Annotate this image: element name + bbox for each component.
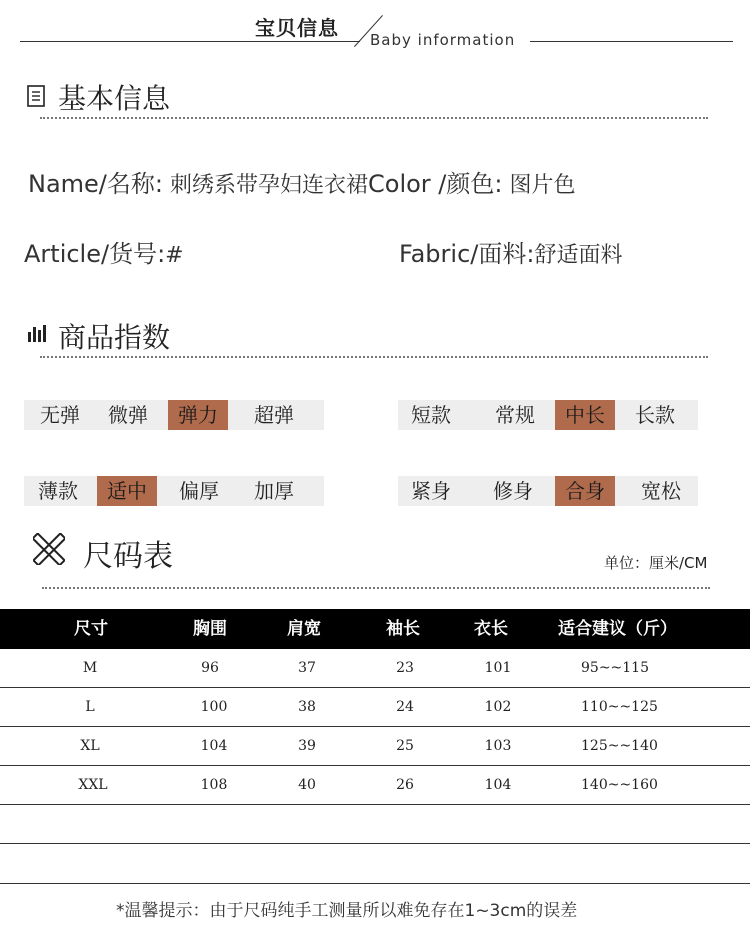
cell-size: XXL bbox=[78, 777, 108, 793]
table-row bbox=[0, 727, 750, 766]
cell-bust: 108 bbox=[200, 777, 228, 793]
product-index-title: 商品指数 bbox=[58, 321, 171, 354]
length-option: 常规 bbox=[495, 403, 535, 427]
thickness-scale bbox=[24, 476, 324, 506]
cell-shoulder: 40 bbox=[298, 777, 316, 793]
bar-chart-icon bbox=[27, 323, 47, 343]
elasticity-option-selected: 弹力 bbox=[168, 400, 228, 430]
cell-sleeve: 25 bbox=[396, 738, 414, 754]
table-row-empty bbox=[0, 845, 750, 884]
table-row-empty bbox=[0, 805, 750, 844]
cell-bust: 100 bbox=[200, 699, 228, 715]
header-weight-suggestion: 适合建议（斤） bbox=[558, 619, 677, 639]
document-icon bbox=[27, 85, 45, 107]
color-label: Color /颜色: bbox=[368, 170, 503, 198]
fit-option-selected: 合身 bbox=[555, 476, 615, 506]
header-rule-left bbox=[20, 41, 360, 42]
basic-info-divider bbox=[40, 117, 708, 119]
length-option: 短款 bbox=[411, 403, 451, 427]
cell-weight: 95~~115 bbox=[581, 660, 649, 676]
fit-option: 紧身 bbox=[411, 479, 451, 503]
ruler-pencil-icon bbox=[33, 533, 65, 565]
table-row bbox=[0, 688, 750, 727]
color-value: 图片色 bbox=[509, 173, 576, 198]
cell-length: 102 bbox=[484, 699, 512, 715]
cell-size: M bbox=[82, 660, 98, 676]
header-subtitle: Baby information bbox=[370, 31, 516, 49]
cell-bust: 104 bbox=[200, 738, 228, 754]
length-option: 长款 bbox=[635, 403, 675, 427]
table-row bbox=[0, 649, 750, 688]
name-row bbox=[28, 164, 575, 199]
cell-size: XL bbox=[80, 738, 100, 754]
article-label: Article/货号: bbox=[24, 240, 166, 268]
length-scale bbox=[398, 400, 698, 430]
article-value: # bbox=[165, 243, 184, 268]
product-index-divider bbox=[40, 356, 708, 358]
header-sleeve: 袖长 bbox=[386, 619, 420, 639]
elasticity-option: 无弹 bbox=[40, 403, 80, 427]
cell-sleeve: 26 bbox=[396, 777, 414, 793]
header-size: 尺寸 bbox=[74, 619, 108, 639]
fabric-value: 舒适面料 bbox=[534, 243, 623, 268]
measurement-note: *温馨提示：由于尺码纯手工测量所以难免存在1~3cm的误差 bbox=[116, 901, 578, 921]
header-rule-right bbox=[530, 41, 733, 42]
size-chart-divider bbox=[42, 587, 710, 589]
cell-sleeve: 23 bbox=[396, 660, 414, 676]
fit-option: 宽松 bbox=[641, 479, 681, 503]
thickness-option: 薄款 bbox=[38, 479, 78, 503]
header-shoulder: 肩宽 bbox=[287, 619, 321, 639]
fit-option: 修身 bbox=[493, 479, 533, 503]
article-row bbox=[24, 234, 184, 269]
name-label: Name/名称: bbox=[28, 170, 163, 198]
header-bust: 胸围 bbox=[193, 619, 227, 639]
elasticity-option: 超弹 bbox=[254, 403, 294, 427]
thickness-option-selected: 适中 bbox=[97, 476, 157, 506]
cell-shoulder: 39 bbox=[298, 738, 316, 754]
cell-shoulder: 37 bbox=[298, 660, 316, 676]
basic-info-title: 基本信息 bbox=[58, 82, 171, 115]
thickness-option: 偏厚 bbox=[179, 479, 219, 503]
cell-sleeve: 24 bbox=[396, 699, 414, 715]
cell-size: L bbox=[85, 699, 95, 715]
cell-shoulder: 38 bbox=[298, 699, 316, 715]
cell-weight: 125~~140 bbox=[581, 738, 658, 754]
length-option-selected: 中长 bbox=[555, 400, 615, 430]
thickness-option: 加厚 bbox=[254, 479, 294, 503]
cell-length: 104 bbox=[484, 777, 512, 793]
size-chart-title: 尺码表 bbox=[83, 539, 173, 574]
size-table-header bbox=[0, 609, 750, 649]
header-title: 宝贝信息 bbox=[255, 16, 339, 40]
header-length: 衣长 bbox=[474, 619, 508, 639]
cell-length: 101 bbox=[484, 660, 512, 676]
fabric-row bbox=[399, 234, 622, 269]
cell-weight: 140~~160 bbox=[581, 777, 658, 793]
table-row bbox=[0, 766, 750, 805]
elasticity-option: 微弹 bbox=[108, 403, 148, 427]
cell-weight: 110~~125 bbox=[581, 699, 658, 715]
size-unit: 单位：厘米/CM bbox=[604, 554, 708, 572]
fit-scale bbox=[398, 476, 698, 506]
cell-length: 103 bbox=[484, 738, 512, 754]
cell-bust: 96 bbox=[201, 660, 219, 676]
elasticity-scale bbox=[24, 400, 324, 430]
name-value: 刺绣系带孕妇连衣裙 bbox=[169, 173, 368, 198]
fabric-label: Fabric/面料: bbox=[399, 240, 535, 268]
